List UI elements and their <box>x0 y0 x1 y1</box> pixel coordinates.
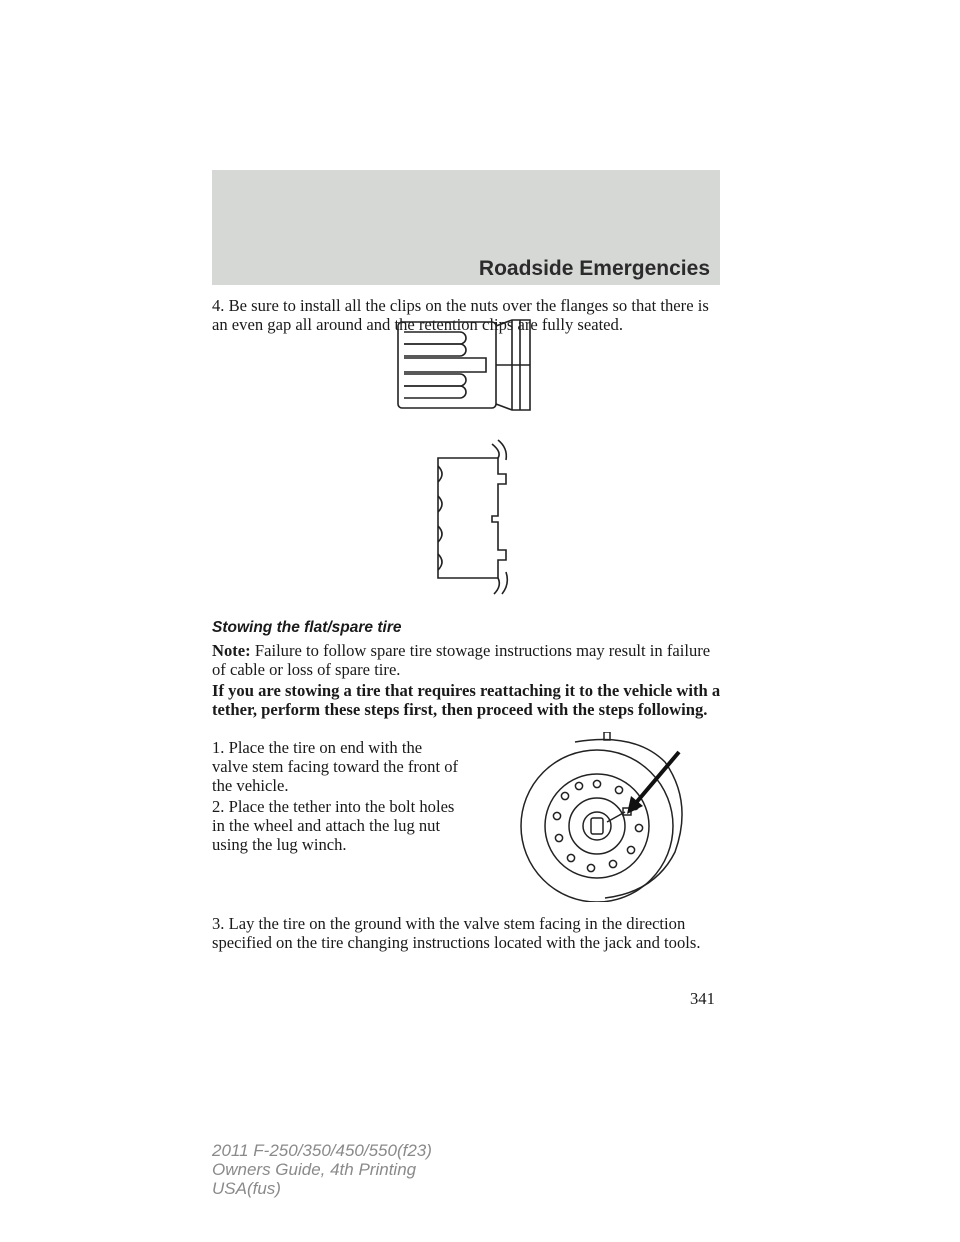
footer-market: USA <box>212 1179 247 1198</box>
footer-line-2: Owners Guide, 4th Printing <box>212 1160 417 1179</box>
lug-nut-side-illustration <box>430 438 530 598</box>
footer-market-code: (fus) <box>246 1179 281 1198</box>
footer <box>212 1141 432 1198</box>
step-3-text: 3. Lay the tire on the ground with the valve stem facing in the direction specified on the tire changing instructions located with the jack and tools. <box>212 914 701 952</box>
spare-tire-illustration <box>515 732 690 902</box>
note-text: Failure to follow spare tire stowage instructions may result in failure of cable or loss of spare tire. <box>212 641 711 679</box>
header-band <box>212 170 720 285</box>
footer-model-code: (f23) <box>396 1141 432 1160</box>
tether-instruction: If you are stowing a tire that requires reattaching it to the vehicle with a tether, perform these steps first, then proceed with the steps following. <box>212 681 721 719</box>
footer-line-1 <box>212 1141 432 1160</box>
step-1-text: 1. Place the tire on end with the valve stem facing toward the front of the vehicle. <box>212 738 459 795</box>
footer-line-3 <box>212 1179 432 1198</box>
section-title: Roadside Emergencies <box>478 257 710 280</box>
note-paragraph <box>212 641 722 679</box>
note-label: Note: <box>212 641 251 660</box>
lug-nut-clip-illustration <box>390 318 560 418</box>
step-2-text: 2. Place the tether into the bolt holes in the wheel and attach the lug nut using the lug winch. <box>212 797 455 854</box>
footer-model: 2011 F-250/350/450/550 <box>212 1141 397 1160</box>
stowing-subheading: Stowing the flat/spare tire <box>212 619 402 636</box>
step-4-text: 4. Be sure to install all the clips on the nuts over the flanges so that there is an even gap all around and the retention clips are fully seated. <box>212 296 709 334</box>
page-number: 341 <box>690 989 715 1008</box>
